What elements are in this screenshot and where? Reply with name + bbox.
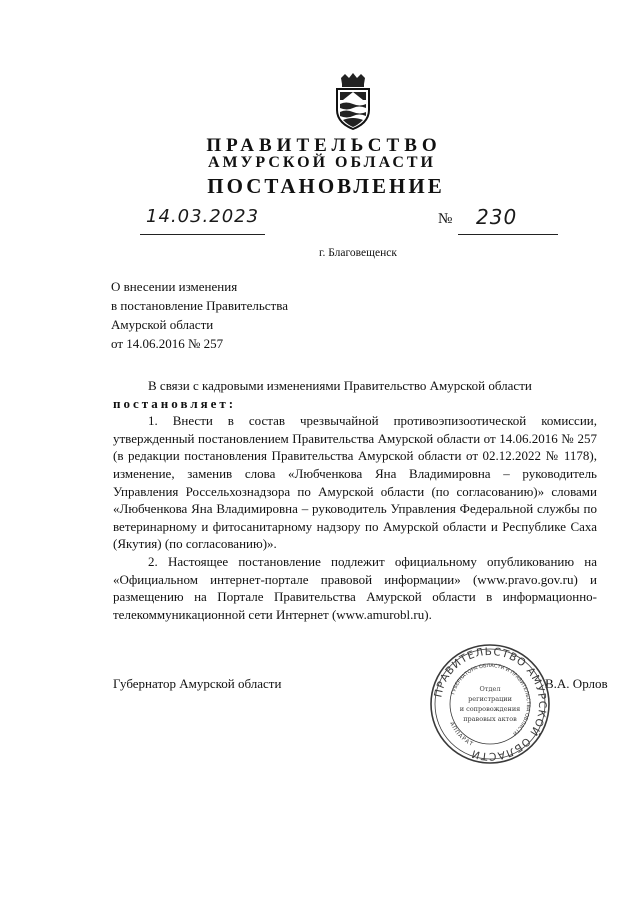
intro-paragraph: В связи с кадровыми изменениями Правительство Амурской области (148, 378, 532, 393)
stamp-center-line: Отдел (479, 685, 501, 693)
decree-number: 230 (476, 205, 518, 229)
stamp-outer-text: ПРАВИТЕЛЬСТВО АМУРСКОЙ ОБЛАСТИ (432, 645, 549, 763)
number-sign: № (438, 211, 453, 227)
subject-line: О внесении изменения (111, 279, 238, 294)
subject-line: в постановление Правительства (111, 298, 288, 313)
region-title: АМУРСКОЙ ОБЛАСТИ (208, 154, 436, 171)
government-title: ПРАВИТЕЛЬСТВО (206, 135, 442, 156)
subject-line: Амурской области (111, 317, 214, 332)
stamp-center-line: правовых актов (463, 715, 517, 723)
signatory-name: В.А. Орлов (545, 676, 608, 691)
decree-body (113, 377, 597, 623)
item-2-paragraph: 2. Настоящее постановление подлежит официальному опубликованию на «Официальном интернет-портале правовой информации» (www.pravo.gov.ru) и размещению на Портале Правительства Амурской области в информационно-телекоммуникационной сети Интернет (www.amurobl.ru). (113, 553, 597, 622)
document-type: ПОСТАНОВЛЕНИЕ (207, 174, 445, 198)
subject-line: от 14.06.2016 № 257 (111, 336, 224, 351)
official-stamp (429, 643, 551, 765)
decree-date: 14.03.2023 (146, 206, 260, 227)
decree-subject (111, 277, 288, 353)
resolves-word: постановляет: (113, 395, 237, 411)
coat-of-arms-icon (331, 72, 375, 130)
signatory-title: Губернатор Амурской области (113, 676, 282, 691)
stamp-bottom-text: АППАРАТ (448, 721, 475, 749)
stamp-center-line: и сопровождения (459, 705, 521, 713)
stamp-center-line: регистрации (468, 695, 512, 703)
stamp-inner-text: ГУБЕРНАТОРА ОБЛАСТИ И ПРАВИТЕЛЬСТВА ОБЛАСТИ (450, 662, 532, 737)
item-1-paragraph: 1. Внести в состав чрезвычайной противоэпизоотической комиссии, утвержденный постановлением Правительства Амурской области от 14.06.2016 № 257 (в редакции постановления Правительства Амурской области от 02.12.2022 № 1178), изменение, заменив слова «Любченкова Яна Владимировна – руководитель Управления Россельхознадзора по Амурской области (по согласованию)» словами «Любченкова Яна Владимировна – руководитель Управления Федеральной службы по ветеринарному и фитосанитарному надзору по Амурской области и Республике Саха (Якутия) (по согласованию)». (113, 413, 597, 552)
city: г. Благовещенск (319, 247, 397, 259)
